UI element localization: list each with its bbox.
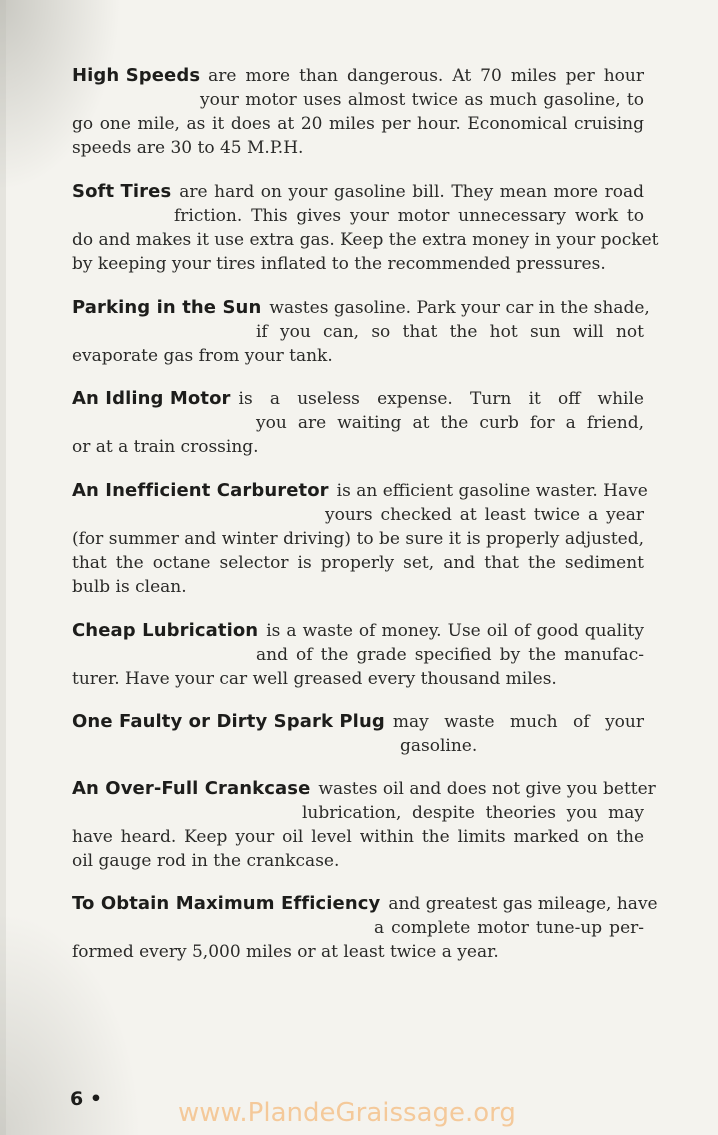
entry-text: are hard on your gasoline bill. They mean more road (179, 182, 644, 202)
entry-heading: To Obtain Maximum Efficiency (72, 893, 381, 914)
entry-text: turer. Have your car well greased every thousand miles. (72, 669, 557, 689)
entry-heading: An Idling Motor (72, 388, 231, 409)
entry-text: (for summer and winter driving) to be sure it is properly adjusted, (72, 529, 644, 549)
entry-cheap-lubrication (72, 619, 644, 691)
entry-heading: An Inefficient Carburetor (72, 480, 329, 501)
watermark: www.PlandeGraissage.org (178, 1098, 516, 1128)
entry-text: and greatest gas mileage, have (388, 894, 658, 914)
entry-text: is an efficient gasoline waster. Have (336, 481, 648, 501)
entry-text: oil gauge rod in the crankcase. (72, 851, 340, 871)
entry-text: evaporate gas from your tank. (72, 346, 333, 366)
entry-heading: An Over-Full Crankcase (72, 778, 311, 799)
entry-text: may waste much of your (392, 712, 644, 732)
entry-text: formed every 5,000 miles or at least twice a year. (72, 942, 499, 962)
entry-text: your motor uses almost twice as much gasoline, to (200, 90, 644, 110)
entry-text: or at a train crossing. (72, 437, 259, 457)
entry-text: lubrication, despite theories you may (302, 803, 644, 823)
entry-text: if you can, so that the hot sun will not (256, 322, 644, 342)
entry-text: go one mile, as it does at 20 miles per hour. Economical cruising (72, 114, 644, 134)
entry-text: gasoline. (400, 736, 478, 756)
entry-high-speeds (72, 64, 644, 160)
entry-text: do and makes it use extra gas. Keep the extra money in your pocket (72, 230, 659, 250)
entry-parking-in-the-sun (72, 296, 650, 368)
page-edge-shadow (0, 0, 6, 1135)
entry-text: and of the grade specified by the manufac- (256, 645, 644, 665)
entry-idling-motor (72, 387, 644, 459)
entry-heading: Parking in the Sun (72, 297, 262, 318)
entry-text: is a useless expense. Turn it off while (238, 389, 644, 409)
entry-inefficient-carburetor (72, 479, 648, 599)
entry-text: bulb is clean. (72, 577, 187, 597)
entry-over-full-crankcase (72, 777, 656, 873)
entry-faulty-spark-plug (72, 710, 644, 758)
entry-text: wastes oil and does not give you better (318, 779, 656, 799)
entry-text: are more than dangerous. At 70 miles per hour (208, 66, 644, 86)
page-number: 6 • (70, 1088, 102, 1110)
entry-text: have heard. Keep your oil level within the limits marked on the (72, 827, 644, 847)
entry-text: a complete motor tune-up per- (374, 918, 644, 938)
entry-soft-tires (72, 180, 659, 276)
entry-heading: Soft Tires (72, 181, 172, 202)
entry-text: wastes gasoline. Park your car in the shade, (269, 298, 650, 318)
entry-heading: Cheap Lubrication (72, 620, 259, 641)
entry-heading: One Faulty or Dirty Spark Plug (72, 711, 385, 732)
entry-text: friction. This gives your motor unnecessary work to (174, 206, 644, 226)
entry-text: speeds are 30 to 45 M.P.H. (72, 138, 304, 158)
entry-text: yours checked at least twice a year (325, 505, 644, 525)
entry-heading: High Speeds (72, 65, 201, 86)
entry-text: you are waiting at the curb for a friend, (256, 413, 644, 433)
entry-text: by keeping your tires inflated to the recommended pressures. (72, 254, 606, 274)
entry-maximum-efficiency (72, 892, 658, 964)
entry-text: that the octane selector is properly set, and that the sediment (72, 553, 644, 573)
entry-text: is a waste of money. Use oil of good quality (266, 621, 644, 641)
